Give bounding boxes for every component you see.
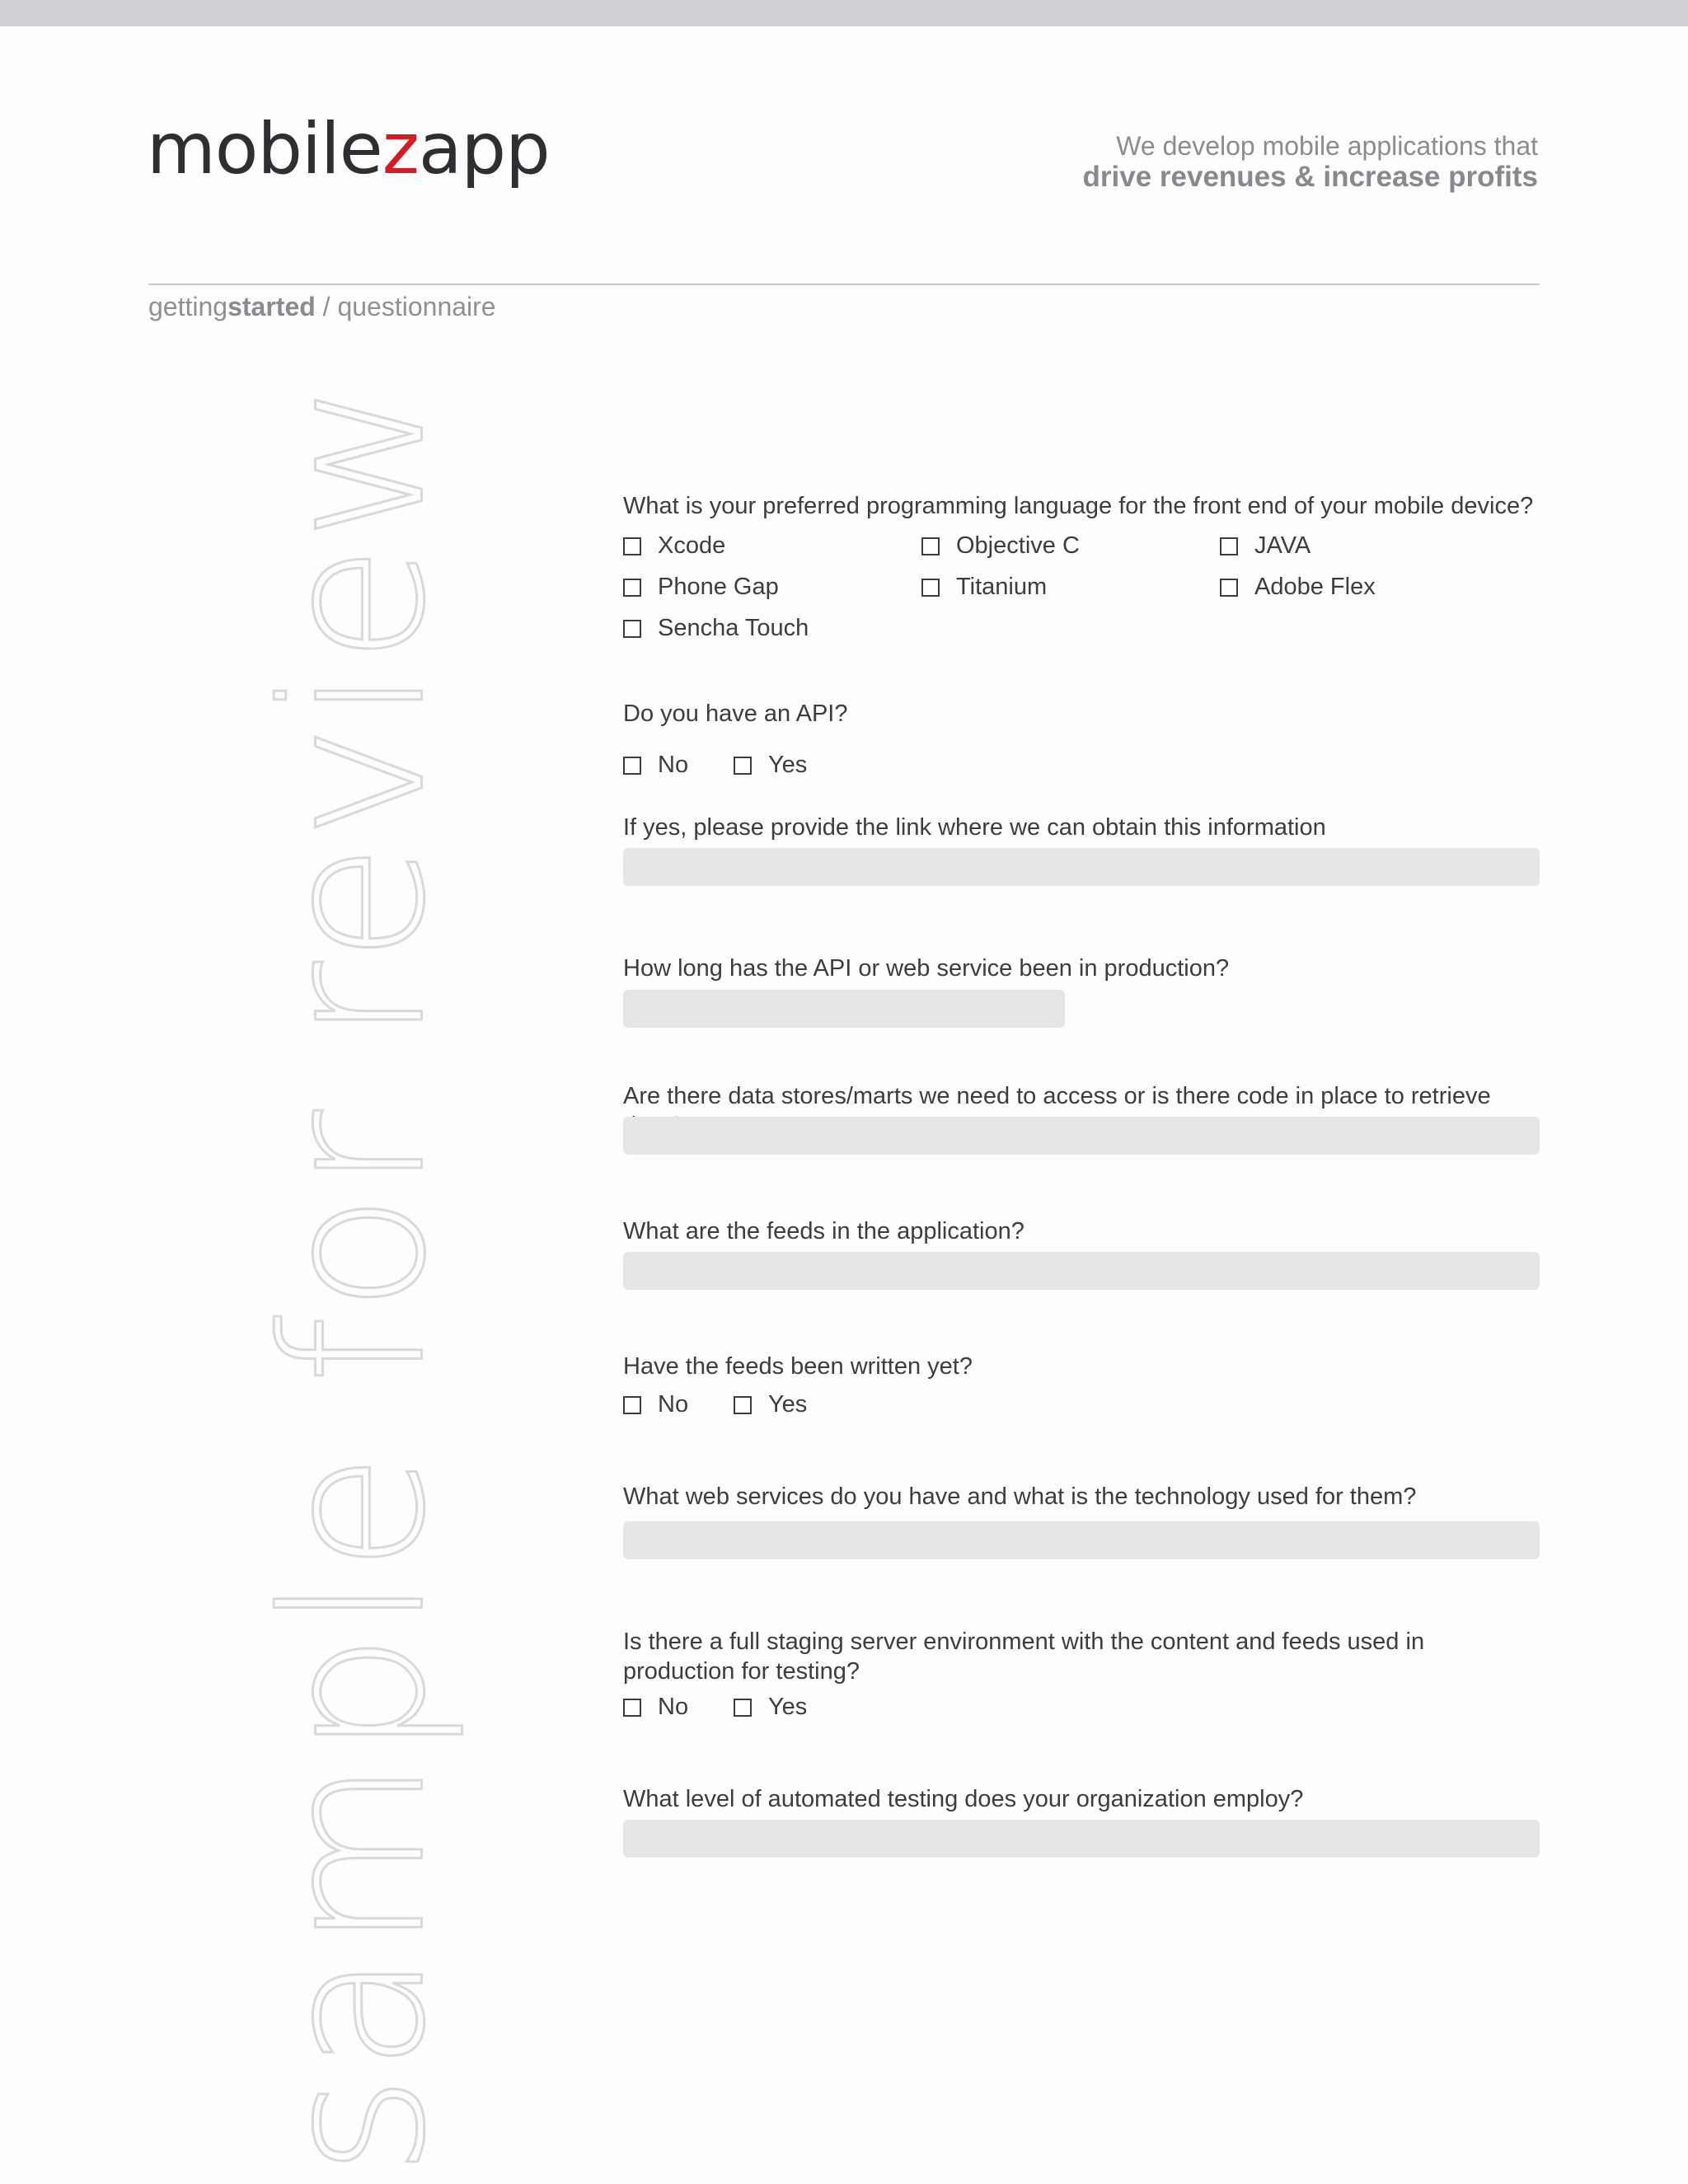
feeds-option-no[interactable]: No bbox=[623, 1391, 688, 1418]
data-stores-field[interactable] bbox=[623, 1117, 1540, 1155]
question-web-services: What web services do you have and what is the technology used for them? bbox=[623, 1483, 1417, 1510]
feeds-option-yes[interactable]: Yes bbox=[734, 1391, 807, 1418]
checkbox[interactable] bbox=[734, 1396, 752, 1414]
option-sencha-touch[interactable]: Sencha Touch bbox=[623, 615, 809, 642]
staging-option-yes[interactable]: Yes bbox=[734, 1694, 807, 1721]
checkbox[interactable] bbox=[623, 579, 641, 597]
api-option-yes[interactable]: Yes bbox=[734, 752, 807, 779]
logo: mobilezapp bbox=[147, 108, 550, 190]
checkbox[interactable] bbox=[623, 620, 641, 638]
api-link-field[interactable] bbox=[623, 848, 1540, 886]
api-production-field[interactable] bbox=[623, 990, 1065, 1028]
checkbox[interactable] bbox=[623, 1396, 641, 1414]
top-bar bbox=[0, 0, 1688, 26]
api-option-no[interactable]: No bbox=[623, 752, 688, 779]
web-services-field[interactable] bbox=[623, 1521, 1540, 1559]
checkbox[interactable] bbox=[623, 1699, 641, 1717]
checkbox[interactable] bbox=[734, 1699, 752, 1717]
checkbox[interactable] bbox=[623, 537, 641, 555]
checkbox[interactable] bbox=[734, 757, 752, 775]
question-data-stores: Are there data stores/marts we need to access or is there code in place to retrieve bbox=[623, 1083, 1491, 1109]
question-feeds-written: Have the feeds been written yet? bbox=[623, 1353, 973, 1380]
question-api: Do you have an API? bbox=[623, 701, 848, 727]
option-phone-gap[interactable]: Phone Gap bbox=[623, 574, 779, 601]
header-divider bbox=[148, 284, 1540, 285]
option-titanium[interactable]: Titanium bbox=[921, 574, 1047, 601]
option-objective-c[interactable]: Objective C bbox=[921, 532, 1080, 560]
question-frontend-language: What is your preferred programming language for the front end of your mobile device? bbox=[623, 493, 1534, 519]
automated-testing-field[interactable] bbox=[623, 1820, 1540, 1858]
option-java[interactable]: JAVA bbox=[1220, 532, 1311, 560]
tagline-line2: drive revenues & increase profits bbox=[1082, 161, 1538, 193]
question-automated-testing: What level of automated testing does your organization employ? bbox=[623, 1786, 1304, 1812]
staging-option-no[interactable]: No bbox=[623, 1694, 688, 1721]
watermark: sample for review bbox=[241, 378, 468, 2177]
checkbox[interactable] bbox=[921, 537, 940, 555]
question-feeds: What are the feeds in the application? bbox=[623, 1218, 1025, 1244]
checkbox[interactable] bbox=[921, 579, 940, 597]
checkbox[interactable] bbox=[1220, 537, 1238, 555]
breadcrumb: gettingstarted / questionnaire bbox=[148, 292, 496, 321]
question-api-production: How long has the API or web service been in production? bbox=[623, 955, 1230, 982]
option-xcode[interactable]: Xcode bbox=[623, 532, 725, 560]
option-adobe-flex[interactable]: Adobe Flex bbox=[1220, 574, 1376, 601]
feeds-field[interactable] bbox=[623, 1252, 1540, 1290]
question-staging-server: Is there a full staging server environment with the content and feeds used in production for testing? bbox=[623, 1629, 1425, 1685]
checkbox[interactable] bbox=[1220, 579, 1238, 597]
question-api-link: If yes, please provide the link where we can obtain this information bbox=[623, 814, 1326, 841]
tagline bbox=[1083, 130, 1538, 193]
checkbox[interactable] bbox=[623, 757, 641, 775]
tagline-line1: We develop mobile applications that bbox=[1116, 131, 1538, 161]
